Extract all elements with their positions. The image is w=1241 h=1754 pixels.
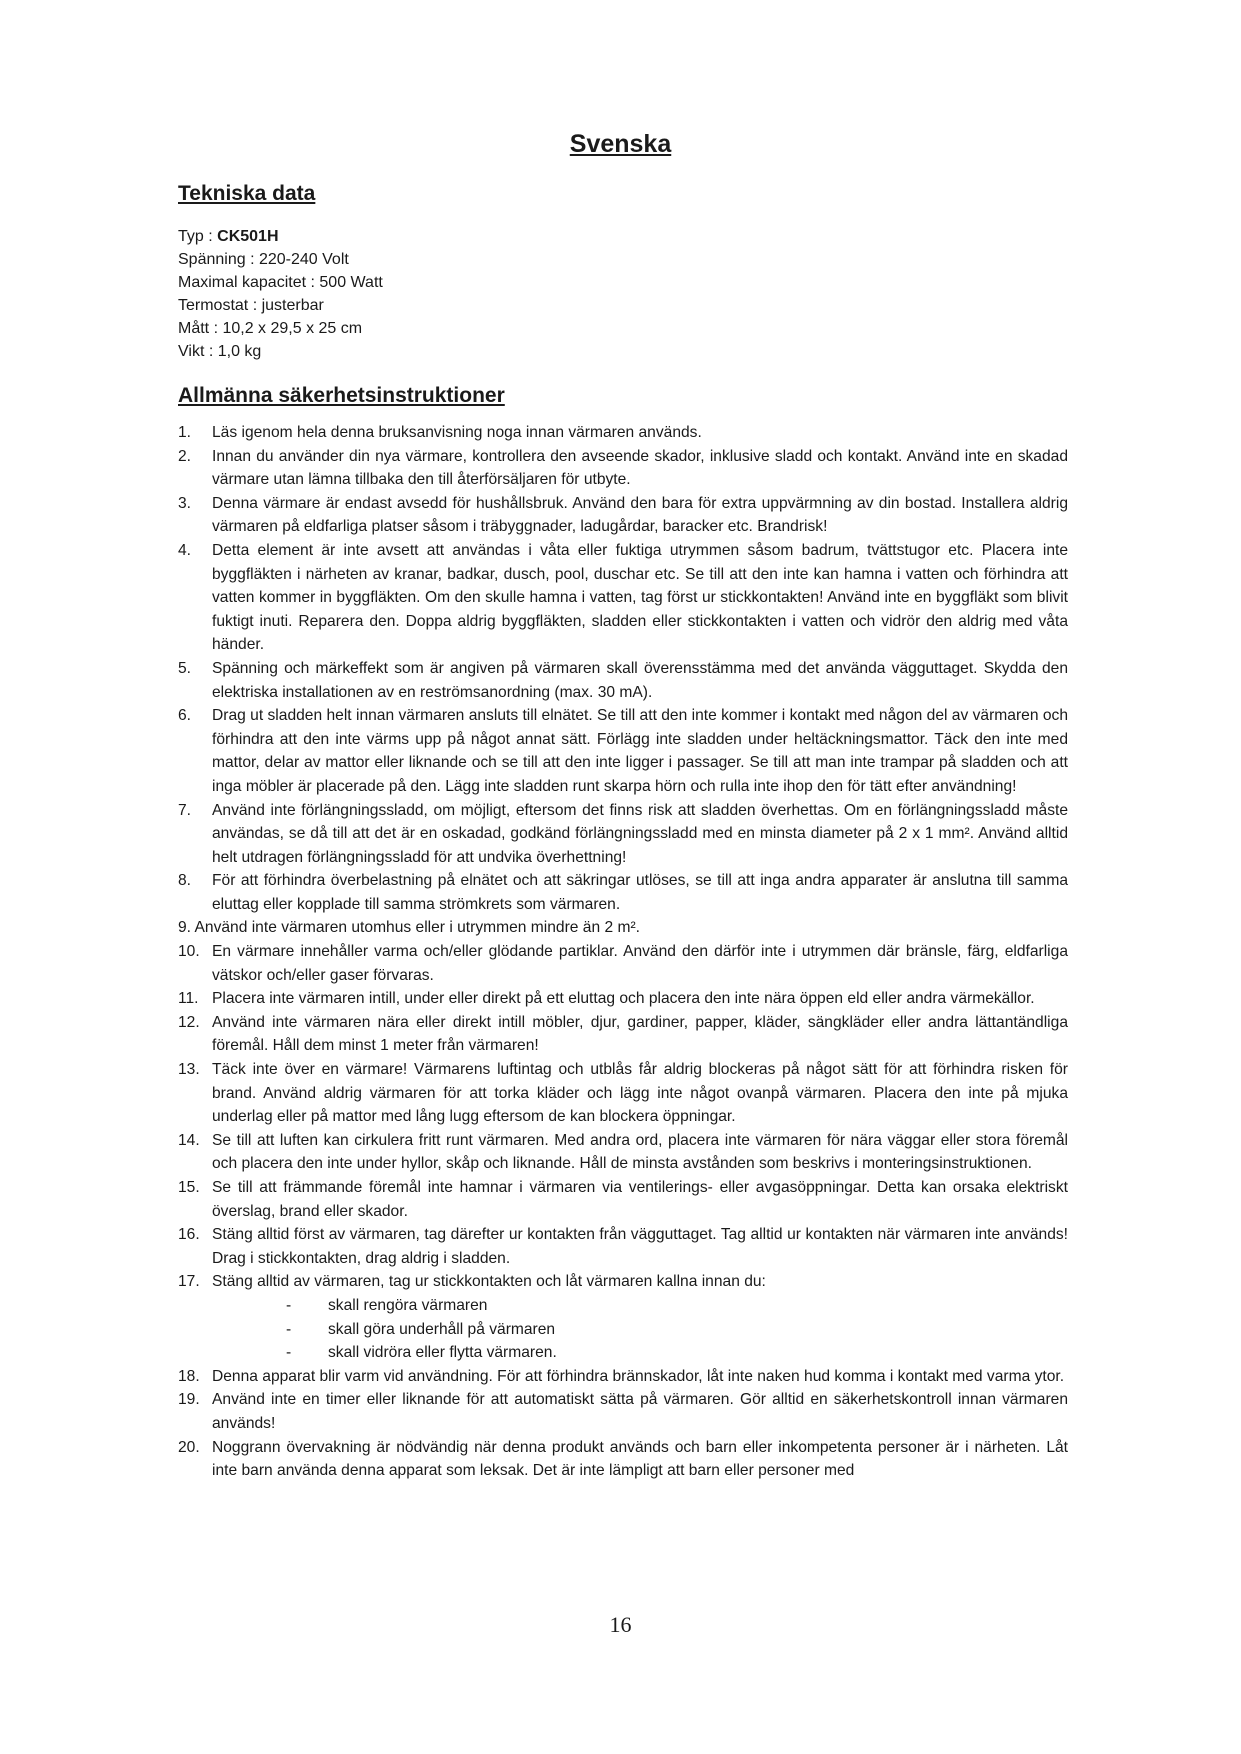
spec-label: Spänning — [178, 251, 246, 268]
list-item — [178, 492, 1068, 539]
item-number: 1. — [178, 424, 192, 441]
item-number: 8. — [178, 872, 192, 890]
list-item — [178, 1058, 1068, 1129]
list-item — [178, 445, 1068, 492]
list-item — [178, 539, 1068, 657]
spec-value: 500 Watt — [319, 274, 383, 291]
list-item — [178, 1365, 1068, 1389]
item-text: Använd inte värmaren nära eller direkt intill möbler, djur, gardiner, papper, kläder, sängkläder eller andra lättantändliga föremål. Håll dem minst 1 meter från värmaren! — [212, 1013, 1068, 1055]
item-text: Drag ut sladden helt innan värmaren ansluts till elnätet. Se till att den inte kommer i kontakt med någon del av värmaren och förhindra att den inte värms upp på något annat sätt. Förlägg inte sladden under heltäckningsmattor. Täck den inte med mattor, delar av mattor eller liknande och se till att den inte ligger i passager. Se till att man inte trampar på sladden och att inga möbler är placerade på den. Lägg inte sladden runt skarpa hörn och rulla inte ihop den för tätt efter användning! — [212, 707, 1068, 795]
spec-separator: : — [204, 343, 218, 360]
item-text: Spänning och märkeffekt som är angiven på värmaren skall överensstämma med det använda vägguttaget. Skydda den elektriska installationen av en reströmsanordning (max. 30 mA). — [212, 659, 1068, 701]
spec-label: Vikt — [178, 343, 205, 360]
sub-list-item — [178, 1318, 1068, 1342]
item-text: Denna apparat blir varm vid användning. För att förhindra brännskador, låt inte naken hud komma i kontakt med varma ytor. — [212, 1367, 1065, 1385]
list-item — [178, 1129, 1068, 1176]
list-item — [178, 1388, 1068, 1435]
spec-row — [178, 317, 383, 340]
item-text: En värmare innehåller varma och/eller glödande partiklar. Använd den därför inte i utrymmen där bränsle, färg, eldfarliga vätskor och/eller gaser förvaras. — [212, 943, 1068, 984]
sub-item-text: skall göra underhåll på värmaren — [328, 1320, 556, 1338]
list-item — [178, 421, 1068, 445]
tech-data-table — [178, 225, 383, 363]
item-text: Detta element är inte avsett att användas i våta eller fuktiga utrymmen såsom badrum, tvättstugor etc. Placera inte byggfläkten i närheten av kranar, badkar, dusch, pool, duschar etc. Se till att den inte kan hamna i vatten och förhindra att vatten kommer in byggfläkten. Om den skulle hamna i vatten, tag först ur stickkontakten! Använd inte en byggfläkt som blivit fuktigt inuti. Reparera den. Doppa aldrig byggfläkten, sladden eller stickkontakten i vatten och vidrör den aldrig med våta händer. — [212, 541, 1068, 654]
item-text: För att förhindra överbelastning på elnätet och att säkringar utlöses, se till att inga andra apparater är anslutna till samma eluttag eller kopplade till samma strömkrets som värmaren. — [212, 872, 1068, 913]
item-text: Noggrann övervakning är nödvändig när denna produkt används och barn eller inkompetenta personer är i närheten. Låt inte barn använda denna apparat som leksak. Det är inte lämpligt att barn eller personer med — [212, 1438, 1068, 1480]
list-item — [178, 869, 1068, 916]
sub-list-item — [178, 1294, 1068, 1318]
item-number: 12. — [178, 1013, 200, 1031]
item-number: 10. — [178, 943, 200, 961]
item-number: 11. — [178, 990, 199, 1008]
spec-label: Maximal kapacitet — [178, 274, 307, 291]
dash-bullet: - — [286, 1320, 292, 1338]
list-item — [178, 1011, 1068, 1058]
item-number: 19. — [178, 1391, 200, 1409]
list-item — [178, 1436, 1068, 1483]
spec-label: Termostat — [178, 297, 249, 314]
dash-bullet: - — [286, 1344, 292, 1362]
item-text: Stäng alltid först av värmaren, tag därefter ur kontakten från vägguttaget. Tag alltid ur kontakten när värmaren inte används! Drag i stickkontakten, drag aldrig i sladden. — [212, 1226, 1068, 1267]
sub-item-text: skall rengöra värmaren — [328, 1296, 488, 1314]
sub-list — [178, 1294, 1068, 1365]
item-number: 5. — [178, 659, 192, 677]
spec-separator: : — [245, 251, 259, 268]
page-number: 16 — [609, 1612, 632, 1637]
list-item — [178, 940, 1068, 987]
spec-row — [178, 225, 383, 248]
spec-separator: : — [248, 297, 262, 314]
list-item — [178, 916, 1068, 940]
item-text: Använd inte förlängningssladd, om möjligt, eftersom det finns risk att sladden överhettas. Om en förlängningssladd måste användas, se då till att det är en oskadad, godkänd förlängningssladd med en minsta diameter på 2 x 1 mm². Använd alltid helt utdragen förlängningssladd för att undvika överhettning! — [212, 801, 1068, 866]
item-number: 2. — [178, 447, 192, 465]
spec-separator: : — [203, 228, 218, 245]
item-number: 15. — [178, 1179, 200, 1196]
spec-row — [178, 294, 383, 317]
safety-heading: Allmänna säkerhetsinstruktioner — [178, 384, 505, 407]
item-number: 6. — [178, 707, 192, 725]
list-item — [178, 657, 1068, 704]
item-text: Se till att luften kan cirkulera fritt runt värmaren. Med andra ord, placera inte värmaren för nära väggar eller stora föremål och placera den inte under hyllor, skåp och liknande. Håll de minsta avstånden som beskrivs i monteringsinstruktionen. — [212, 1131, 1068, 1173]
spec-value: 220-240 Volt — [258, 251, 349, 268]
safety-instructions-list — [178, 421, 1068, 1483]
item-text: Placera inte värmaren intill, under eller direkt på ett eluttag och placera den inte nära öppen eld eller andra värmekällor. — [212, 990, 1035, 1008]
item-number: 14. — [178, 1131, 200, 1149]
item-number: 3. — [178, 494, 192, 512]
item-text: Stäng alltid av värmaren, tag ur stickkontakten och låt värmaren kallna innan du: — [212, 1273, 766, 1291]
spec-separator: : — [209, 320, 223, 337]
item-text: Innan du använder din nya värmare, kontrollera den avseende skador, inklusive sladd och kontakt. Använd inte en skadad värmare utan lämna tillbaka den till återförsäljaren för utbyte. — [212, 447, 1068, 489]
list-item — [178, 1223, 1068, 1270]
language-title: Svenska — [569, 130, 672, 158]
spec-label: Mått — [178, 320, 210, 337]
item-number: 7. — [178, 801, 192, 819]
spec-value: 1,0 kg — [217, 343, 262, 360]
item-text: Denna värmare är endast avsedd för hushållsbruk. Använd den bara för extra uppvärmning av din bostad. Installera aldrig värmaren på eldfarliga platser såsom i träbyggnader, ladugårdar, baracker etc. Brandrisk! — [212, 494, 1068, 536]
sub-list-item — [178, 1341, 1068, 1365]
item-number: 4. — [178, 541, 192, 559]
item-text: Läs igenom hela denna bruksanvisning noga innan värmaren används. — [212, 424, 702, 441]
tech-data-heading: Tekniska data — [178, 182, 316, 205]
item-text: Se till att främmande föremål inte hamnar i värmaren via ventilerings- eller avgasöppningar. Detta kan orsaka elektriskt överslag, brand eller skador. — [212, 1179, 1068, 1220]
list-item — [178, 704, 1068, 798]
list-item — [178, 987, 1068, 1011]
item-number: 18. — [178, 1367, 200, 1385]
item-number: 16. — [178, 1226, 200, 1244]
item-number: 13. — [178, 1061, 200, 1079]
spec-row — [178, 248, 383, 271]
spec-row — [178, 271, 383, 294]
dash-bullet: - — [286, 1296, 292, 1314]
list-item — [178, 1176, 1068, 1223]
item-text: Använd inte en timer eller liknande för att automatiskt sätta på värmaren. Gör alltid en säkerhetskontroll innan värmaren används! — [212, 1391, 1068, 1432]
item-text: Använd inte värmaren utomhus eller i utrymmen mindre än 2 m². — [194, 919, 640, 937]
spec-separator: : — [306, 274, 320, 291]
item-text: Täck inte över en värmare! Värmarens luftintag och utblås får aldrig blockeras på något sätt för att förhindra risken för brand. Använd aldrig värmaren för att torka kläder och lägg inte något ovanpå värmaren. Placera den inte på mjuka underlag eller på mattor med lång lugg eftersom de kan blockera öppningar. — [212, 1061, 1068, 1126]
item-number: 9. — [178, 919, 192, 937]
item-number: 20. — [178, 1438, 200, 1456]
list-item — [178, 1270, 1068, 1294]
spec-row — [178, 340, 383, 363]
spec-value: CK501H — [217, 228, 279, 245]
spec-label: Typ — [178, 228, 204, 245]
spec-value: justerbar — [261, 297, 324, 314]
spec-value: 10,2 x 29,5 x 25 cm — [222, 320, 363, 337]
item-number: 17. — [178, 1273, 200, 1291]
sub-item-text: skall vidröra eller flytta värmaren. — [328, 1344, 557, 1362]
list-item — [178, 799, 1068, 870]
